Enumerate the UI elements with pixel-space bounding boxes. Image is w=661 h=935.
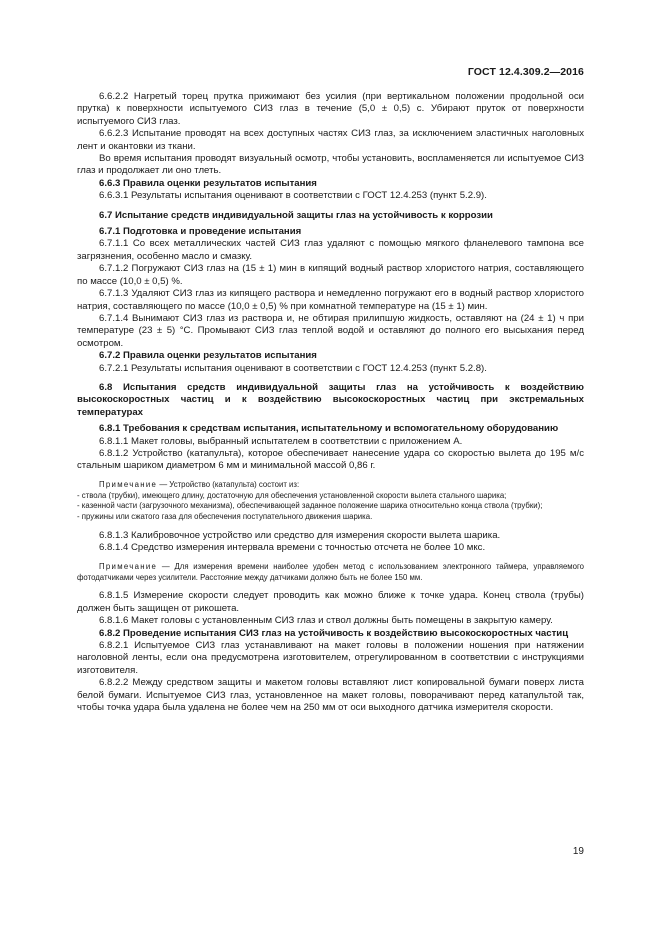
document-header: ГОСТ 12.4.309.2—2016 bbox=[467, 66, 584, 78]
paragraph: 6.6.2.2 Нагретый торец прутка прижимают без усилия (при вертикальном положении продольной оси прутка) к поверхности испытуемого СИЗ глаз в течение (5,0 ± 0,5) с. Убирают пруток от поверхности испытуемого СИЗ глаз. bbox=[77, 91, 584, 127]
paragraph: 6.8.1.1 Макет головы, выбранный испытателем в соответствии с приложением А. bbox=[99, 435, 463, 447]
note-body: — Для измерения времени наиболее удобен метод с использованием электронного таймера, управляемого фотодатчиками через усилители. Расстояние между датчиками должно быть не более 150 мм. bbox=[77, 561, 584, 582]
note-item: - ствола (трубки), имеющего длину, достаточную для обеспечения установленной скорости вылета стального шарика; bbox=[77, 490, 507, 500]
section-heading: 6.7.1 Подготовка и проведение испытания bbox=[99, 226, 302, 238]
paragraph: 6.7.1.2 Погружают СИЗ глаз на (15 ± 1) мин в кипящий водный раствор хлористого натрия, составляющего по массе (10,0 ± 0,5) %. bbox=[77, 263, 584, 287]
note-label: Примечание bbox=[99, 479, 158, 489]
paragraph: 6.8.1.4 Средство измерения интервала времени с точностью отсчета не более 10 мкс. bbox=[99, 542, 486, 554]
note-block bbox=[77, 480, 584, 523]
section-heading: 6.8.1 Требования к средствам испытания, испытательному и вспомогательному оборудованию bbox=[99, 423, 559, 435]
section-heading: 6.6.3 Правила оценки результатов испытания bbox=[99, 177, 317, 189]
paragraph: 6.7.2.1 Результаты испытания оценивают в соответствии с ГОСТ 12.4.253 (пункт 5.2.8). bbox=[99, 362, 487, 374]
section-heading: 6.7.2 Правила оценки результатов испытания bbox=[99, 350, 317, 362]
section-heading: 6.8.2 Проведение испытания СИЗ глаз на устойчивость к воздействию высокоскоростных частиц bbox=[99, 627, 569, 639]
paragraph: 6.8.1.3 Калибровочное устройство или средство для измерения скорости вылета шарика. bbox=[99, 529, 501, 541]
document-body bbox=[77, 91, 584, 714]
paragraph: 6.7.1.4 Вынимают СИЗ глаз из раствора и, не обтирая прилипшую жидкость, оставляют на (24 ± 1) ч при температуре (23 ± 5) °С. Промывают СИЗ глаз теплой водой и оставляют до полного его высыхания перед осмотром. bbox=[77, 312, 584, 349]
paragraph: 6.8.1.6 Макет головы с установленным СИЗ глаз и ствол должны быть помещены в закрытую камеру. bbox=[99, 615, 553, 627]
paragraph: 6.7.1.1 Со всех металлических частей СИЗ глаз удаляют с помощью мягкого фланелевого тампона все загрязнения, особенно масло и смазку. bbox=[77, 238, 584, 262]
paragraph: 6.6.3.1 Результаты испытания оценивают в соответствии с ГОСТ 12.4.253 (пункт 5.2.9). bbox=[99, 190, 487, 202]
section-heading: 6.7 Испытание средств индивидуальной защиты глаз на устойчивость к коррозии bbox=[99, 209, 493, 221]
paragraph: 6.7.1.3 Удаляют СИЗ глаз из кипящего раствора и немедленно погружают его в водный раствор хлористого натрия, составляющего по массе (10,0 ± 0,5) % при комнатной температуре на (15 ± 1) мин. bbox=[77, 288, 584, 312]
paragraph: Во время испытания проводят визуальный осмотр, чтобы установить, воспламеняется ли испытуемое СИЗ глаз и продолжает ли оно тлеть. bbox=[77, 153, 584, 177]
note-block bbox=[77, 562, 584, 584]
paragraph: 6.6.2.3 Испытание проводят на всех доступных частях СИЗ глаз, за исключением эластичных наголовных лент и окантовки из ткани. bbox=[77, 128, 584, 152]
page-number: 19 bbox=[572, 846, 584, 857]
note-item: - пружины или сжатого газа для обеспечения поступательного движения шарика. bbox=[77, 512, 373, 522]
note-item: - казенной части (загрузочного механизма), обеспечивающей заданное положение шарика относительно конца ствола (трубки); bbox=[77, 501, 543, 511]
paragraph: 6.8.1.5 Измерение скорости следует проводить как можно ближе к точке удара. Конец ствола (трубы) должен быть защищен от рикошета. bbox=[77, 590, 584, 614]
note-intro-text: — Устройство (катапульта) состоит из: bbox=[159, 479, 300, 489]
paragraph: 6.8.2.2 Между средством защиты и макетом головы вставляют лист копировальной бумаги поверх листа белой бумаги. Испытуемое СИЗ глаз, установленное на макет головы, поворачивают перед катапультой так, чтобы точка удара была удалена не более чем на 250 мм от оси выходного датчика измерителя скорости. bbox=[77, 677, 584, 714]
note-intro bbox=[77, 480, 584, 491]
paragraph: 6.8.2.1 Испытуемое СИЗ глаз устанавливают на макет головы в положении ношения при натяжении наголовной ленты, если она предусмотрена изготовителем, отрегулированном в соответствии с инструкциями изготовителя. bbox=[77, 640, 584, 676]
paragraph: 6.8.1.2 Устройство (катапульта), которое обеспечивает нанесение удара со скоростью вылета до 195 м/с стальным шариком диаметром 6 мм и минимальной массой 0,86 г. bbox=[77, 447, 584, 472]
note-text bbox=[77, 562, 584, 584]
section-heading: 6.8 Испытания средств индивидуальной защиты глаз на устойчивость к воздействию высокоскоростных частиц и к воздействию высокоскоростных частиц при экстремальных температурах bbox=[77, 381, 584, 418]
note-label: Примечание bbox=[99, 561, 158, 571]
